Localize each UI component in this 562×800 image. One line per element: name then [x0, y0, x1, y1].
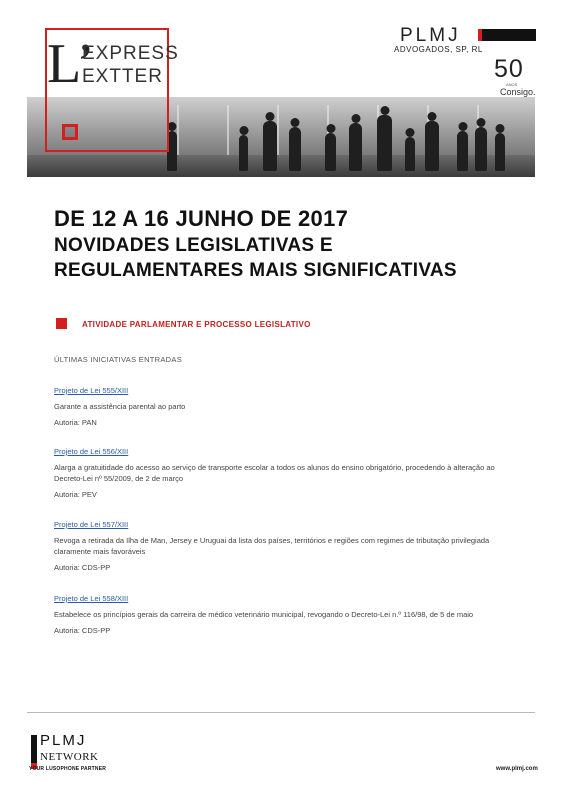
footer-bar-icon [31, 735, 37, 763]
anniversary-number: 50 [494, 55, 524, 83]
section-subtitle: ÚLTIMAS INICIATIVAS ENTRADAS [54, 355, 183, 364]
item-desc-557: Revoga a retirada da Ilha de Man, Jersey e Uruguai da lista dos países, territórios e regiões com regimes de tributação privilegiada claramente mais favoráveis [54, 536, 490, 556]
logo-exter: EXTTER [82, 66, 163, 87]
footer-divider [27, 712, 535, 713]
page-title-line2: NOVIDADES LEGISLATIVAS E [54, 235, 333, 256]
item-author-558: Autoria: CDS-PP [54, 626, 111, 635]
footer-url[interactable]: www.plmj.com [496, 766, 538, 772]
firm-name: PLMJ [400, 25, 461, 46]
page-title-date: DE 12 A 16 JUNHO DE 2017 [54, 206, 349, 231]
item-link-556[interactable]: Projeto de Lei 556/XIII [54, 447, 129, 456]
item-desc-556: Alarga a gratuitidade do acesso ao serviço de transporte escolar a todos os alunos do ensino obrigatório, procedendo à alteração ao Decreto-Lei nº 55/2009, de 2 de março [54, 463, 495, 483]
logo-express: EXPRESS [82, 43, 179, 64]
page-title-line3: REGULAMENTARES MAIS SIGNIFICATIVAS [54, 260, 457, 281]
firm-bar-accent-icon [478, 29, 482, 41]
firm-bar-icon [478, 29, 536, 41]
item-author-555: Autoria: PAN [54, 418, 97, 427]
logo-letter: L’ [47, 33, 95, 95]
item-link-557[interactable]: Projeto de Lei 557/XIII [54, 520, 129, 529]
footer-network: NETWORK [40, 751, 99, 763]
item-author-556: Autoria: PEV [54, 490, 97, 499]
anniversary-anos: ANOS [506, 82, 518, 87]
section-marker-icon [56, 318, 67, 329]
item-link-558[interactable]: Projeto de Lei 558/XIII [54, 594, 129, 603]
firm-subtitle: ADVOGADOS, SP, RL [394, 45, 483, 54]
item-desc-555: Garante a assistência parental ao parto [54, 402, 186, 411]
item-author-557: Autoria: CDS-PP [54, 563, 111, 572]
item-desc-558: Estabelece os princípios gerais da carreira de médico veterinário municipal, revogando o Decreto-Lei n.º 116/98, de 5 de maio [54, 610, 474, 619]
logo-square-icon [62, 124, 78, 140]
footer-partner: YOUR LUSOPHONE PARTNER [29, 766, 107, 772]
footer-brand: PLMJ [40, 732, 87, 749]
item-link-555[interactable]: Projeto de Lei 555/XIII [54, 386, 129, 395]
anniversary-tagline: Consigo. [500, 87, 536, 97]
section-title: ATIVIDADE PARLAMENTAR E PROCESSO LEGISLATIVO [82, 320, 311, 329]
